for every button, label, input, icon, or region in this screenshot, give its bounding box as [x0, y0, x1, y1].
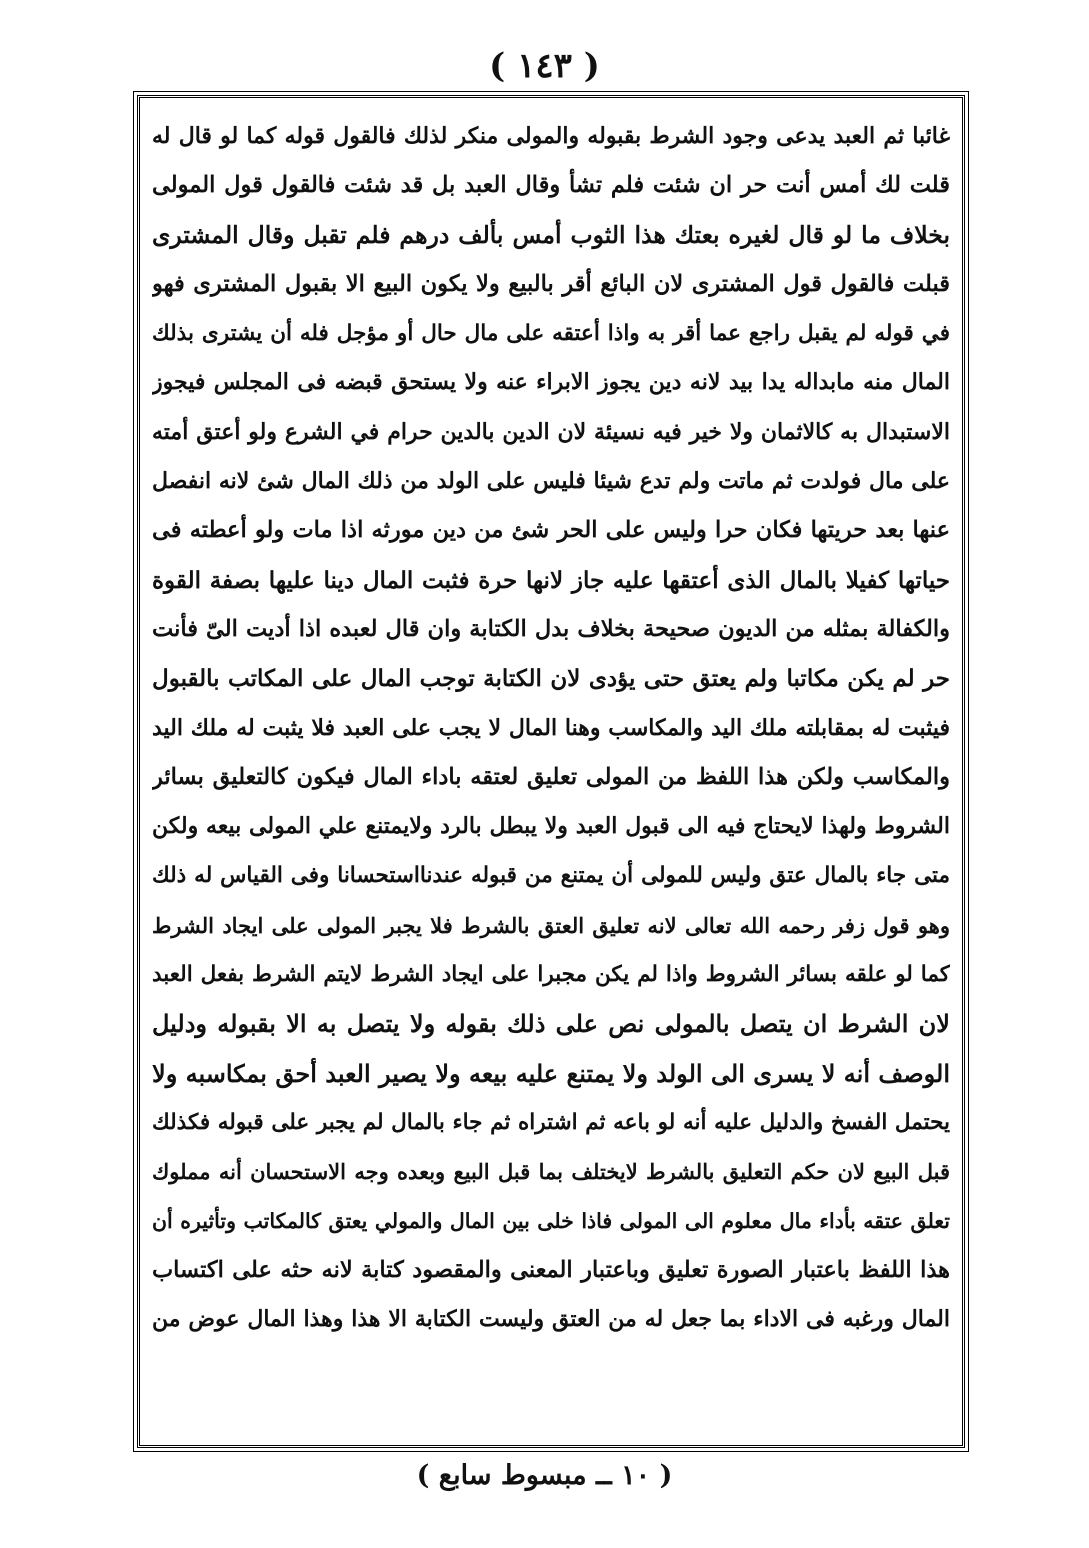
text-line: حياتها كفيلا بالمال الذى أعتقها عليه جاز لانها حرة فثبت المال دينا عليها بصفة القوة — [152, 566, 950, 594]
text-body — [152, 112, 950, 1431]
text-line: هذا اللفظ باعتبار الصورة تعليق وباعتبار المعنى والمقصود كتابة لانه حثه على اكتساب — [152, 1256, 950, 1283]
text-line: المال ورغبه فى الاداء بما جعل له من العتق وليست الكتابة الا هذا وهذا المال عوض من — [152, 1306, 950, 1333]
text-line: الشروط ولهذا لايحتاج فيه الى قبول العبد ولا يبطل بالرد ولايمتنع علي المولى بيعه ولكن — [152, 813, 950, 840]
text-line: الوصف أنه لا يسرى الى الولد ولا يمتنع عليه بيعه ولا يصير العبد أحق بمكاسبه ولا — [152, 1058, 950, 1088]
text-line: والكفالة بمثله من الديون صحيحة بخلاف بدل الكتابة وان قال لعبده اذا أديت الىّ فأنت — [152, 615, 950, 642]
text-line: في قوله لم يقبل راجع عما أقر به واذا أعتقه على مال حال أو مؤجل فله أن يشترى بذلك — [152, 321, 950, 347]
text-line: متى جاء بالمال عتق وليس للمولى أن يمتنع من قبوله عندنااستحسانا وفى القياس له ذلك — [152, 863, 950, 889]
text-line: فيثبت له بمقابلته ملك اليد والمكاسب وهنا المال لا يجب على العبد فلا يثبت له ملك اليد — [152, 714, 950, 741]
text-line: على مال فولدت ثم ماتت ولم تدع شيئا فليس على الولد من ذلك المال شئ لانه انفصل — [152, 468, 950, 495]
text-line: المال منه مابداله يدا بيد لانه دين يجوز الابراء عنه ولا يستحق قبضه فى المجلس فيجوز — [152, 369, 950, 396]
page-number: ( ١٤٣ ) — [489, 46, 600, 86]
footer-signature: ( ١٠ ــ مبسوط سابع ) — [416, 1460, 673, 1491]
text-line: قبلت فالقول قول المشترى لان البائع أقر بالبيع ولا يكون البيع الا بقبول المشترى فهو — [152, 270, 950, 297]
text-line: قلت لك أمس أنت حر ان شئت فلم تشأ وقال العبد بل قد شئت فالقول قول المولى — [152, 172, 950, 199]
text-line: كما لو علقه بسائر الشروط واذا لم يكن مجبرا على ايجاد الشرط لايتم الشرط بفعل العبد — [152, 962, 950, 988]
text-line: حر لم يكن مكاتبا ولم يعتق حتى يؤدى لان الكتابة توجب المال على المكاتب بالقبول — [152, 665, 950, 693]
text-line: بخلاف ما لو قال لغيره بعتك هذا الثوب أمس بألف درهم فلم تقبل وقال المشترى — [152, 220, 950, 249]
text-frame — [137, 95, 965, 1448]
text-line: الاستبدال به كالاثمان ولا خير فيه نسيئة لان الدين بالدين حرام في الشرع ولو أعتق أمته — [152, 418, 950, 445]
text-line: لان الشرط ان يتصل بالمولى نص على ذلك بقوله ولا يتصل به الا بقبوله ودليل — [152, 1009, 950, 1039]
text-line: غائبا ثم العبد يدعى وجود الشرط بقبوله والمولى منكر لذلك فالقول قوله كما لو قال له — [152, 123, 950, 149]
text-line: يحتمل الفسخ والدليل عليه أنه لو باعه ثم اشتراه ثم جاء بالمال لم يجبر على قبوله فكذلك — [152, 1109, 950, 1135]
text-line: تعلق عتقه بأداء مال معلوم الى المولى فاذا خلى بين المال والمولي يعتق كالمكاتب وتأثيره أن — [152, 1208, 950, 1233]
text-line: قبل البيع لان حكم التعليق بالشرط لايختلف بما قبل البيع وبعده وجه الاستحسان أنه مملوك — [152, 1159, 950, 1185]
text-line: عنها بعد حريتها فكان حرا وليس على الحر شئ من دين مورثه اذا مات ولو أعطته فى — [152, 517, 950, 544]
text-line: والمكاسب ولكن هذا اللفظ من المولى تعليق لعتقه باداء المال فيكون كالتعليق بسائر — [152, 763, 950, 790]
text-line: وهو قول زفر رحمه الله تعالى لانه تعليق العتق بالشرط فلا يجبر المولى على ايجاد الشرط — [152, 912, 950, 938]
